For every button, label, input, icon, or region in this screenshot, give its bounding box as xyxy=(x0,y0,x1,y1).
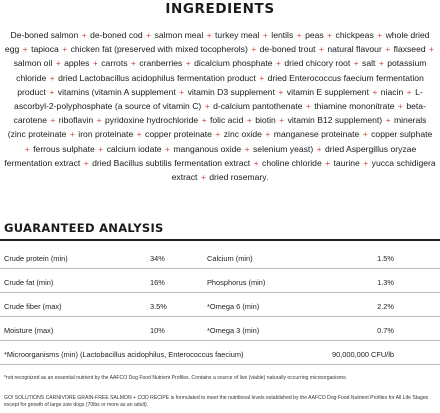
ingredient-separator: + xyxy=(262,30,268,40)
ingredient-separator: + xyxy=(397,101,403,112)
nutrient-value: 1.5% xyxy=(377,254,394,263)
analysis-row xyxy=(0,295,440,317)
ingredient-separator: + xyxy=(327,30,333,40)
formulation-statement: GO! SOLUTIONS CARNIVORE GRAIN-FREE SALMON + COD RECIPE is formulated to meet the nutritional levels established by the AAFCO Dog Food Nutrient Profiles for All Life Stages except for growth of large size dogs (70lbs or more as an adult). xyxy=(4,395,429,408)
ingredients-list xyxy=(4,28,436,184)
ingredient-separator: + xyxy=(22,44,28,55)
ingredient-separator: + xyxy=(81,30,87,40)
ingredient-separator: + xyxy=(377,30,383,40)
ingredient-separator: + xyxy=(92,58,98,69)
ingredient-item: dried Aspergillus oryzae fermentation extract xyxy=(4,143,417,168)
ingredient-item: turkey meal xyxy=(215,30,260,40)
ingredient-item: vitamin E supplement xyxy=(286,86,369,97)
row-divider xyxy=(0,316,440,317)
ingredient-separator: + xyxy=(265,129,271,140)
ingredient-separator: + xyxy=(279,115,285,126)
ingredient-separator: + xyxy=(215,129,221,140)
ingredient-separator: + xyxy=(246,115,252,126)
ingredient-item: copper sulphate xyxy=(371,129,433,140)
ingredient-item: dried Enterococcus faecium fermentation product xyxy=(17,72,424,97)
ingredient-separator: + xyxy=(385,44,391,55)
ingredient-separator: + xyxy=(316,143,322,154)
ingredient-item: dried chicory root xyxy=(284,58,351,69)
ingredient-item: choline chloride xyxy=(262,157,322,168)
ingredient-item: De-boned salmon xyxy=(10,30,79,40)
ingredient-separator: + xyxy=(305,101,311,112)
ingredient-item: dried rosemary. xyxy=(209,172,269,183)
ingredient-separator: + xyxy=(429,44,435,55)
row-divider xyxy=(0,292,440,293)
guaranteed-analysis-title: GUARANTEED ANALYSIS xyxy=(4,221,164,235)
ingredient-item: tapioca xyxy=(31,44,59,55)
nutrient-value: 16% xyxy=(150,278,165,287)
ingredient-item: peas xyxy=(305,30,324,40)
ingredient-separator: + xyxy=(363,157,369,168)
ingredient-item: calcium iodate xyxy=(106,143,162,154)
ingredient-item: chicken fat (preserved with mixed tocopherols) xyxy=(70,44,248,55)
ingredient-item: biotin xyxy=(255,115,276,126)
ingredient-item: pyridoxine hydrochloride xyxy=(105,115,199,126)
ingredient-item: iron proteinate xyxy=(78,129,134,140)
ingredient-separator: + xyxy=(146,30,152,40)
ingredient-separator: + xyxy=(201,115,207,126)
ingredient-separator: + xyxy=(325,157,331,168)
ingredient-separator: + xyxy=(275,58,281,69)
ingredient-separator: + xyxy=(259,72,265,83)
nutrient-value: 1.3% xyxy=(377,278,394,287)
row-divider xyxy=(0,340,440,341)
ingredient-separator: + xyxy=(253,157,259,168)
ingredient-separator: + xyxy=(130,58,136,69)
ingredient-item: zinc oxide xyxy=(223,129,262,140)
ingredient-separator: + xyxy=(204,101,210,112)
ingredient-item: whole dried egg xyxy=(4,30,430,55)
ingredient-separator: + xyxy=(296,30,302,40)
ingredient-item: folic acid xyxy=(209,115,244,126)
ingredient-separator: + xyxy=(136,129,142,140)
section-rule xyxy=(0,239,440,241)
nutrient-value: 10% xyxy=(150,326,165,335)
ingredient-item: ferrous sulphate xyxy=(33,143,95,154)
ingredient-item: flaxseed xyxy=(393,44,426,55)
ingredient-separator: + xyxy=(251,44,257,55)
ingredient-separator: + xyxy=(378,58,384,69)
ingredient-separator: + xyxy=(83,157,89,168)
footnote: *not recognized as an essential nutrient by the AAFCO Dog Food Nutrient Profiles. Contains a source of live (viable) naturally occurring microorganisms. xyxy=(4,375,348,381)
ingredient-separator: + xyxy=(362,129,368,140)
nutrient-label: *Omega 3 (min) xyxy=(207,326,260,335)
ingredient-item: apples xyxy=(64,58,90,69)
nutrient-label: Crude protein (min) xyxy=(4,254,68,263)
nutrient-label: Moisture (max) xyxy=(4,326,54,335)
ingredient-item: niacin xyxy=(380,86,404,97)
nutrient-label: Crude fat (min) xyxy=(4,278,54,287)
ingredient-separator: + xyxy=(50,115,56,126)
ingredient-item: de-boned cod xyxy=(90,30,143,40)
ingredient-item: salmon oil xyxy=(13,58,53,69)
ingredient-separator: + xyxy=(179,86,185,97)
ingredient-separator: + xyxy=(24,143,30,154)
ingredient-item: de-boned trout xyxy=(259,44,316,55)
ingredient-separator: + xyxy=(278,86,284,97)
ingredient-item: beta-carotene xyxy=(13,101,426,126)
ingredient-separator: + xyxy=(96,115,102,126)
ingredient-item: dried Lactobacillus acidophilus fermentation product xyxy=(58,72,256,83)
nutrient-label: Crude fiber (max) xyxy=(4,302,62,311)
analysis-row xyxy=(0,319,440,341)
nutrient-label: *Microorganisms (min) (Lactobacillus acidophilus, Enterococcus faecium) xyxy=(4,350,244,359)
ingredient-separator: + xyxy=(244,143,250,154)
nutrient-value: 2.2% xyxy=(377,302,394,311)
ingredient-separator: + xyxy=(206,30,212,40)
ingredient-item: manganous oxide xyxy=(173,143,242,154)
ingredient-separator: + xyxy=(353,58,359,69)
nutrient-label: Phosphorus (min) xyxy=(207,278,266,287)
ingredient-item: thiamine mononitrate xyxy=(314,101,395,112)
ingredient-item: vitamins (vitamin A supplement xyxy=(57,86,176,97)
ingredient-separator: + xyxy=(164,143,170,154)
ingredient-item: vitamin B12 supplement) xyxy=(287,115,383,126)
ingredient-item: vitamin D3 supplement xyxy=(187,86,275,97)
ingredient-item: L-ascorbyl-2-polyphosphate (a source of vitamin C) xyxy=(14,86,423,112)
ingredient-item: manganese proteinate xyxy=(273,129,360,140)
ingredient-separator: + xyxy=(185,58,191,69)
ingredient-item: d-calcium pantothenate xyxy=(213,101,303,112)
ingredient-separator: + xyxy=(49,72,55,83)
ingredient-item: salt xyxy=(362,58,376,69)
ingredient-item: carrots xyxy=(101,58,128,69)
nutrient-value: 90,000,000 CFU/lb xyxy=(331,350,394,359)
ingredient-item: cranberries xyxy=(139,58,183,69)
row-divider xyxy=(0,268,440,269)
ingredient-item: copper proteinate xyxy=(145,129,212,140)
nutrient-label: *Omega 6 (min) xyxy=(207,302,260,311)
analysis-row-microorganisms xyxy=(0,343,440,365)
nutrient-value: 3.5% xyxy=(150,302,167,311)
ingredient-item: potassium chloride xyxy=(16,58,427,83)
ingredient-separator: + xyxy=(372,86,378,97)
ingredient-separator: + xyxy=(200,172,206,183)
ingredient-item: natural flavour xyxy=(327,44,382,55)
ingredient-item: chickpeas xyxy=(335,30,374,40)
nutrient-label: Calcium (min) xyxy=(207,254,253,263)
nutrient-value: 34% xyxy=(150,254,165,263)
ingredient-item: yucca schidigera extract xyxy=(171,157,436,183)
ingredient-item: lentils xyxy=(271,30,294,40)
row-divider xyxy=(0,364,440,365)
nutrient-value: 0.7% xyxy=(377,326,394,335)
ingredient-separator: + xyxy=(69,129,75,140)
ingredient-item: selenium yeast) xyxy=(253,143,314,154)
ingredient-separator: + xyxy=(62,44,68,55)
analysis-row xyxy=(0,271,440,293)
ingredient-item: riboflavin xyxy=(58,115,94,126)
ingredient-separator: + xyxy=(385,115,391,126)
ingredient-separator: + xyxy=(98,143,104,154)
ingredient-item: minerals (zinc proteinate xyxy=(7,115,427,140)
ingredient-separator: + xyxy=(49,86,55,97)
ingredient-item: salmon meal xyxy=(154,30,204,40)
ingredients-title: INGREDIENTS xyxy=(165,1,275,17)
analysis-row xyxy=(0,247,440,269)
ingredient-separator: + xyxy=(406,86,412,97)
ingredient-item: dried Bacillus subtilis fermentation extract xyxy=(92,157,251,168)
ingredient-separator: + xyxy=(55,58,61,69)
ingredient-separator: + xyxy=(318,44,324,55)
ingredient-item: taurine xyxy=(333,157,360,168)
ingredient-item: dicalcium phosphate xyxy=(194,58,273,69)
